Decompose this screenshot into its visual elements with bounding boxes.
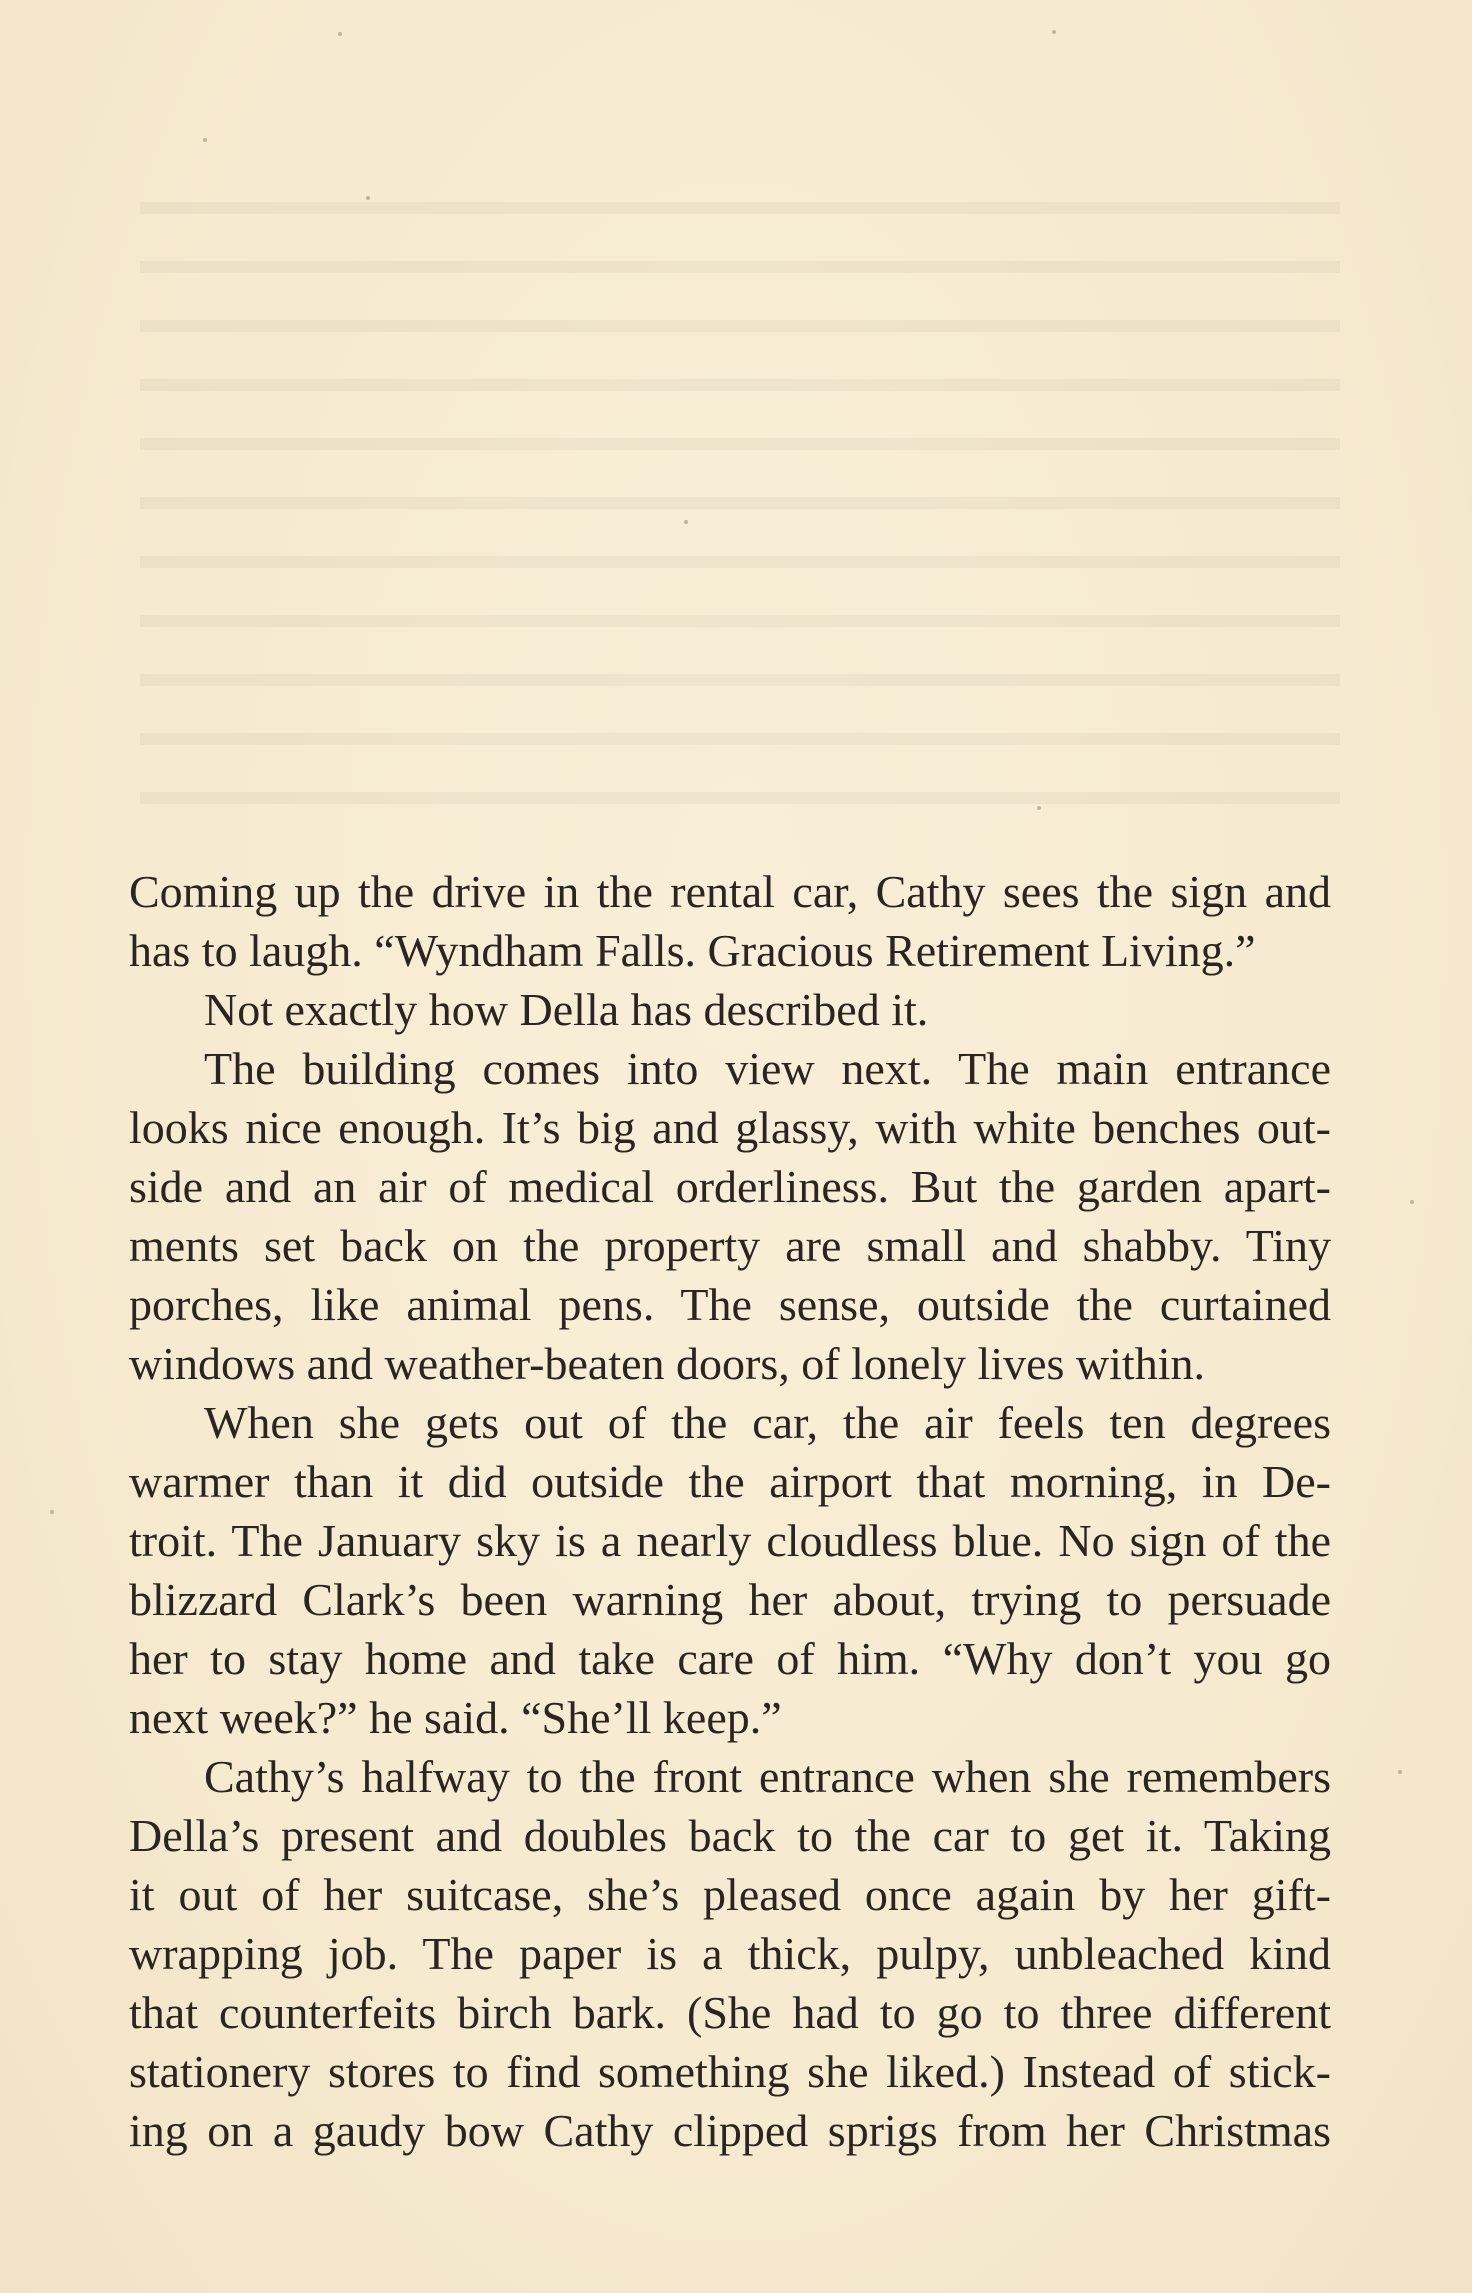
text-line: side and an air of medical orderliness. But the garden apart- <box>129 1161 1331 1212</box>
paper-speck <box>1037 806 1041 810</box>
paper-speck <box>684 520 688 524</box>
text-line: her to stay home and take care of him. “Why don’t you go <box>129 1633 1331 1684</box>
text-line: windows and weather-beaten doors, of lonely lives within. <box>129 1338 1205 1389</box>
paper-speck <box>1410 1200 1414 1204</box>
text-line: Della’s present and doubles back to the car to get it. Taking <box>129 1810 1331 1861</box>
paper-speck <box>366 196 370 200</box>
text-line: warmer than it did outside the airport that morning, in De- <box>129 1456 1331 1507</box>
paper-speck <box>1398 1770 1402 1774</box>
body-text <box>129 862 1331 2160</box>
text-line: The building comes into view next. The main entrance <box>204 1043 1331 1094</box>
paper-speck <box>50 1510 54 1514</box>
text-line: wrapping job. The paper is a thick, pulpy, unbleached kind <box>129 1928 1331 1979</box>
text-line: blizzard Clark’s been warning her about, trying to persuade <box>129 1574 1331 1625</box>
text-line: ments set back on the property are small and shabby. Tiny <box>129 1220 1331 1271</box>
text-line: ing on a gaudy bow Cathy clipped sprigs from her Christmas <box>129 2105 1331 2156</box>
text-line: When she gets out of the car, the air feels ten degrees <box>204 1397 1331 1448</box>
text-line: has to laugh. “Wyndham Falls. Gracious Retirement Living.” <box>129 925 1256 976</box>
text-line: that counterfeits birch bark. (She had to go to three different <box>129 1987 1331 2038</box>
text-line: next week?” he said. “She’ll keep.” <box>129 1692 782 1743</box>
text-line: Coming up the drive in the rental car, Cathy sees the sign and <box>129 866 1331 917</box>
text-line: looks nice enough. It’s big and glassy, with white benches out- <box>129 1102 1331 1153</box>
text-line: troit. The January sky is a nearly cloudless blue. No sign of the <box>129 1515 1331 1566</box>
text-line: porches, like animal pens. The sense, outside the curtained <box>129 1279 1331 1330</box>
paper-speck <box>338 32 342 36</box>
text-line: Cathy’s halfway to the front entrance when she remembers <box>204 1751 1331 1802</box>
paper-speck <box>203 138 207 142</box>
text-line: Not exactly how Della has described it. <box>204 984 929 1035</box>
text-line: it out of her suitcase, she’s pleased once again by her gift- <box>129 1869 1331 1920</box>
text-line: stationery stores to find something she liked.) Instead of stick- <box>129 2046 1331 2097</box>
bleed-through-text <box>140 170 1340 810</box>
paper-speck <box>1052 30 1056 34</box>
